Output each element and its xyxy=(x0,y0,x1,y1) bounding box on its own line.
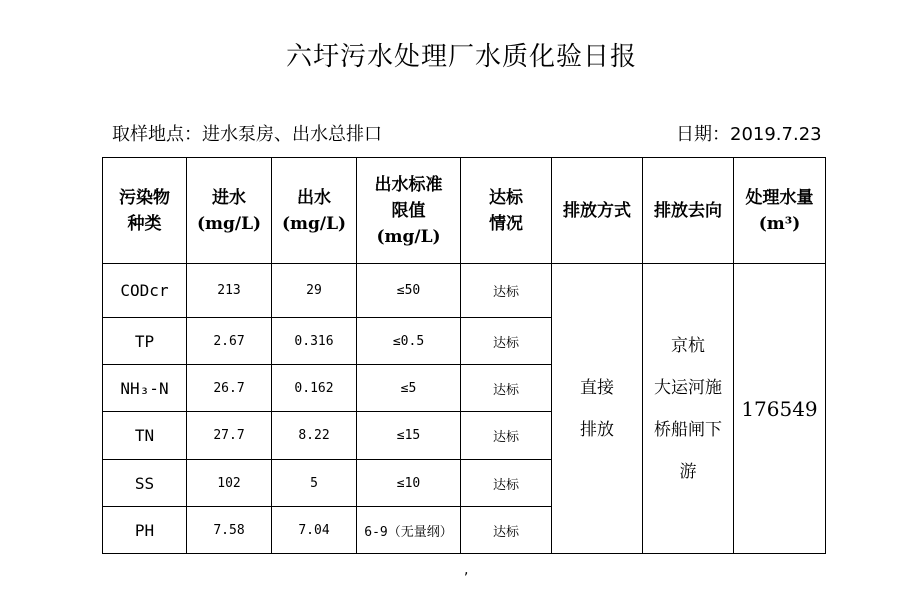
header-inflow xyxy=(187,158,272,264)
header-line: 污染物 xyxy=(119,187,170,208)
sampling-location: 取样地点：进水泵房、出水总排口 xyxy=(112,124,382,145)
outflow-value: 29 xyxy=(272,264,357,318)
status-value: 达标 xyxy=(461,264,552,318)
limit-value: ≤5 xyxy=(357,365,461,412)
outflow-value: 0.162 xyxy=(272,365,357,412)
water-quality-table xyxy=(102,157,826,554)
header-row xyxy=(103,158,826,264)
limit-value: ≤15 xyxy=(357,412,461,460)
header-line: 种类 xyxy=(127,213,162,234)
limit-value: ≤10 xyxy=(357,460,461,507)
header-outflow xyxy=(272,158,357,264)
header-line: 出水 xyxy=(297,187,331,208)
outflow-value: 7.04 xyxy=(272,507,357,554)
pollutant-name: CODcr xyxy=(103,264,187,318)
outflow-value: 8.22 xyxy=(272,412,357,460)
header-line: 情况 xyxy=(489,213,523,234)
inflow-value: 7.58 xyxy=(187,507,272,554)
header-compliance xyxy=(461,158,552,264)
discharge-destination xyxy=(643,264,734,554)
inflow-value: 26.7 xyxy=(187,365,272,412)
table-row xyxy=(103,264,826,318)
discharge-destination-line: 大运河施 xyxy=(654,377,722,398)
limit-value: ≤50 xyxy=(357,264,461,318)
pollutant-name: TP xyxy=(103,318,187,365)
inflow-value: 102 xyxy=(187,460,272,507)
inflow-value: 27.7 xyxy=(187,412,272,460)
discharge-destination-line: 京杭 xyxy=(671,335,705,356)
header-line: 进水 xyxy=(212,187,246,208)
inflow-value: 2.67 xyxy=(187,318,272,365)
treatment-volume: 176549 xyxy=(734,264,826,554)
status-value: 达标 xyxy=(461,365,552,412)
header-treatment-volume xyxy=(734,158,826,264)
header-line: (mg/L) xyxy=(376,226,441,247)
header-line: 限值 xyxy=(391,200,426,221)
discharge-destination-line: 游 xyxy=(679,461,697,482)
status-value: 达标 xyxy=(461,318,552,365)
status-value: 达标 xyxy=(461,507,552,554)
header-line: 出水标准 xyxy=(374,174,443,195)
outflow-value: 5 xyxy=(272,460,357,507)
header-pollutant xyxy=(103,158,187,264)
discharge-destination-line: 桥船闸下 xyxy=(654,419,722,440)
inflow-value: 213 xyxy=(187,264,272,318)
header-line: 处理水量 xyxy=(745,187,814,208)
report-title: 六圩污水处理厂水质化验日报 xyxy=(285,42,637,72)
header-line: (m³) xyxy=(758,213,801,234)
discharge-method-line: 排放 xyxy=(580,419,614,440)
header-line: 达标 xyxy=(489,187,523,208)
pollutant-name: NH₃-N xyxy=(103,365,187,412)
report-date: 日期：2019.7.23 xyxy=(676,124,822,145)
discharge-method xyxy=(552,264,643,554)
outflow-value: 0.316 xyxy=(272,318,357,365)
header-discharge-method: 排放方式 xyxy=(552,158,643,264)
limit-value: 6-9（无量纲） xyxy=(357,507,461,554)
header-limit xyxy=(357,158,461,264)
status-value: 达标 xyxy=(461,412,552,460)
header-line: (mg/L) xyxy=(281,213,347,234)
header-line: (mg/L) xyxy=(196,213,262,234)
pollutant-name: SS xyxy=(103,460,187,507)
header-discharge-destination: 排放去向 xyxy=(643,158,734,264)
footer-mark: , xyxy=(464,562,469,578)
pollutant-name: TN xyxy=(103,412,187,460)
pollutant-name: PH xyxy=(103,507,187,554)
status-value: 达标 xyxy=(461,460,552,507)
discharge-method-line: 直接 xyxy=(580,377,614,398)
limit-value: ≤0.5 xyxy=(357,318,461,365)
